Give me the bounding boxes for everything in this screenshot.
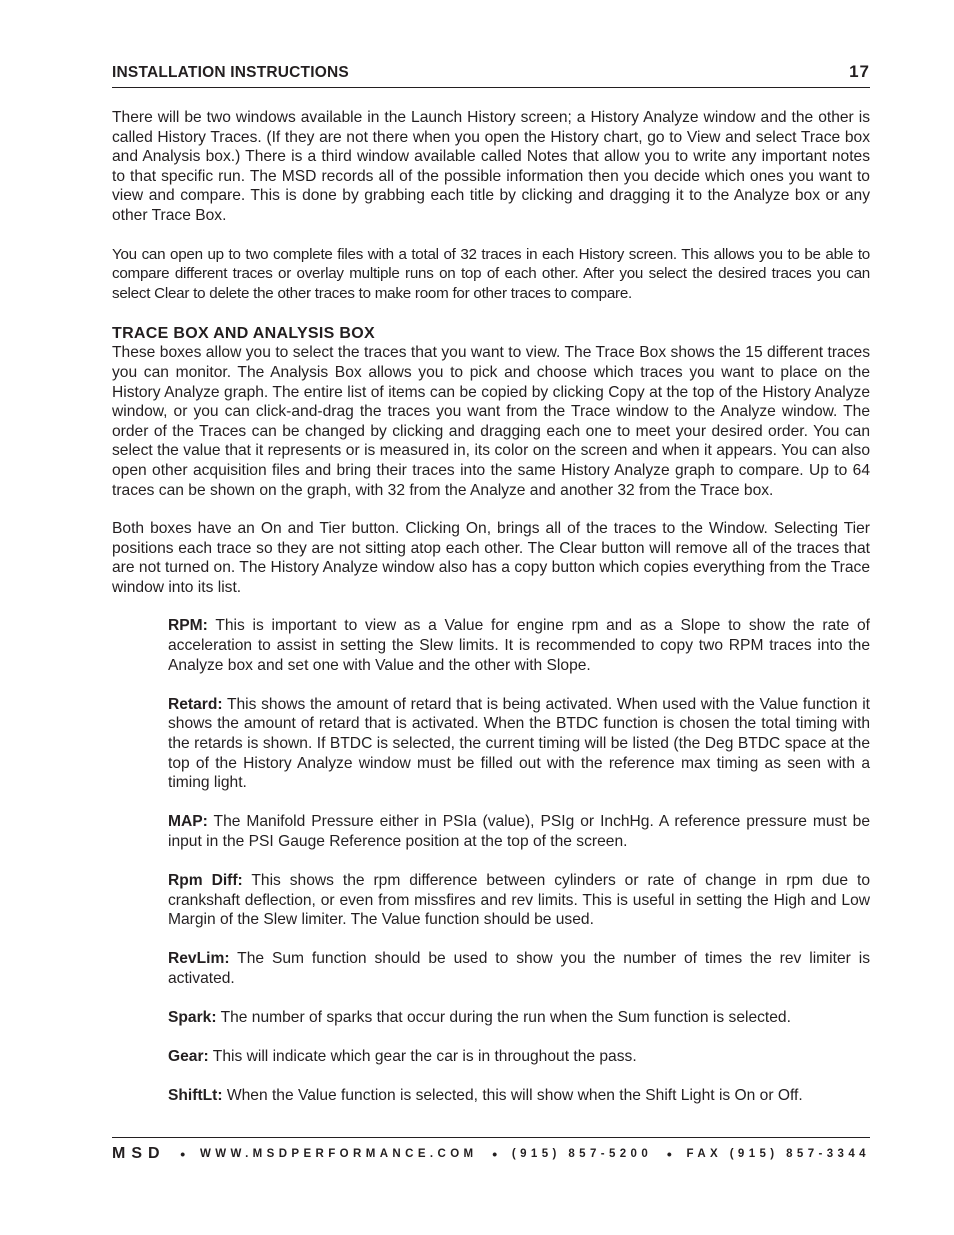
trace-description: This is important to view as a Value for engine rpm and as a Slope to show the rate of acceleration to assist in setting the Slew limits. It is recommended to copy two RPM traces into the Analyze box and set one with Value and the other with Slope.	[168, 617, 870, 674]
page-number: 17	[849, 62, 870, 81]
trace-description: The Sum function should be used to show you the number of times the rev limiter is activated.	[168, 950, 870, 987]
intro-paragraph: There will be two windows available in the Launch History screen; a History Analyze window and the other is called History Traces. (If they are not there when you open the History chart, go to View and select Trace box and Analysis box.) There is a third window available called Notes that allow you to write any important notes to that specific run. The MSD records all of the possible information then you decide which ones you want to view and compare. This is done by grabbing each title by clicking and dragging it to the Analyze box or any other Trace Box.	[112, 109, 870, 224]
trace-description: This shows the amount of retard that is being activated. When used with the Value function it shows the amount of retard that is activated. When the BTDC function is chosen the total timing with the retards is shown. If BTDC is selected, the current timing will be listed (the Deg BTDC space at the top of the History Analyze window must be filled out with the reference max timing as seen with a timing light.	[168, 695, 870, 792]
trace-item-map	[168, 812, 870, 851]
trace-description: When the Value function is selected, this will show when the Shift Light is On or Off.	[222, 1087, 803, 1105]
trace-term: RevLim:	[168, 950, 230, 968]
trace-item-shiftlt	[168, 1086, 870, 1106]
trace-description: This shows the rpm difference between cylinders or rate of change in rpm due to crankshaft deflection, or even from missfires and rev limits. This is useful in setting the High and Low Margin of the Slew limiter. The Value function should be used.	[168, 871, 870, 929]
files-paragraph: You can open up to two complete files with a total of 32 traces in each History screen. This allows you to be able to compare different traces or overlay multiple runs on top of each other. After you select the desired traces you can select Clear to delete the other traces to make room for other traces to compare.	[112, 245, 870, 302]
footer-separator: •	[180, 1146, 186, 1162]
footer-separator: •	[666, 1146, 672, 1162]
footer-fax: FAX (915) 857-3344	[686, 1148, 870, 1160]
footer-website: WWW.MSDPERFORMANCE.COM	[199, 1148, 478, 1160]
buttons-paragraph: Both boxes have an On and Tier button. Clicking On, brings all of the traces to the Window. Selecting Tier positions each trace so they are not sitting atop each other. The Clear button will remove all of the traces that are not turned on. The History Analyze window also has a copy button which copies everything from the Trace window into its list.	[112, 520, 870, 596]
trace-item-spark	[168, 1008, 870, 1028]
header-title: INSTALLATION INSTRUCTIONS	[112, 64, 349, 81]
trace-item-retard	[168, 695, 870, 793]
trace-description: The Manifold Pressure either in PSIa (value), PSIg or InchHg. A reference pressure must be input in the PSI Gauge Reference position at the top of the screen.	[168, 813, 870, 850]
trace-definitions	[168, 616, 870, 1105]
trace-item-rpm-diff	[168, 871, 870, 930]
trace-term: ShiftLt:	[168, 1087, 223, 1105]
trace-item-rpm	[168, 616, 870, 675]
page-content	[112, 62, 870, 1106]
page-header	[112, 62, 870, 88]
page-footer	[112, 1137, 870, 1163]
footer-brand: MSD	[112, 1145, 166, 1162]
trace-term: Spark:	[168, 1008, 217, 1026]
footer-phone: (915) 857-5200	[511, 1148, 653, 1160]
footer-separator: •	[492, 1146, 498, 1162]
boxes-paragraph: These boxes allow you to select the traces that you want to view. The Trace Box shows the 15 different traces you can monitor. The Analysis Box allows you to pick and choose which traces you want to place on the History Analyze graph. The entire list of items can be copied by clicking Copy at the top of the History Analyze window, or you can click-and-drag the traces you want from the Trace window to the Analyze window. The order of the Traces can be changed by clicking and dragging each one to meet your desired order. You can select the value that it represents or is measured in, its color on the screen and when it appears. You can also open other acquisition files and bring their traces into the same History Analyze graph to compare. Up to 64 traces can be shown on the graph, with 32 from the Analyze and another 32 from the Trace box.	[112, 344, 870, 499]
trace-term: Retard:	[168, 695, 223, 713]
trace-term: RPM:	[168, 617, 208, 635]
trace-description: This will indicate which gear the car is in throughout the pass.	[208, 1047, 637, 1065]
trace-term: Gear:	[168, 1047, 209, 1065]
trace-term: MAP:	[168, 813, 208, 831]
trace-item-gear	[168, 1047, 870, 1067]
trace-term: Rpm Diff:	[168, 871, 243, 889]
section-heading: TRACE BOX AND ANALYSIS BOX	[112, 325, 375, 343]
trace-item-revlim	[168, 949, 870, 988]
trace-description: The number of sparks that occur during the run when the Sum function is selected.	[216, 1008, 791, 1026]
